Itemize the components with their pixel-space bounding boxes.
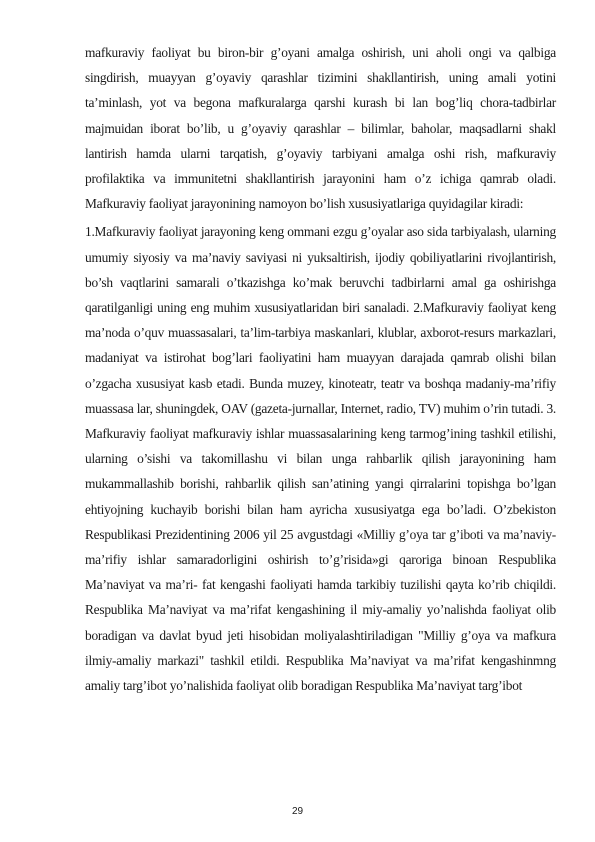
paragraph-1: mafkuraviy faoliyat bu biron-bir g’oyani amalga oshirish, uni aholi ongi va qalbiga singdirish, muayyan g’oyaviy qarashlar tizimini shakllantirish, uning amali yotini ta’minlash, yot va begona mafkuralarga qarshi kurash bi lan bog’liq chora-tadbirlar majmuidan iborat bo’lib, u g’oyaviy qarashlar – bilimlar, baholar, maqsadlarni shakl lantirish hamda ularni tarqatish, g’oyaviy tarbiyani amalga oshi rish, mafkuraviy profilaktika va immunitetni shakllantirish jarayonini ham o’z ichiga qamrab oladi. Mafkuraviy faoliyat jarayonining namoyon bo’lish xususiyatlariga quyidagilar kiradi: — [85, 45, 556, 212]
page-number: 29 — [291, 806, 304, 817]
paragraph-2: 1.Mafkuraviy faoliyat jarayoning keng ommani ezgu g’oyalar aso sida tarbiyalash, ularning umumiy siyosiy va ma’naviy saviyasi ni yuksaltirish, ijodiy qobiliyatlarini rivojlantirish, bo’sh vaqtlarini samarali o’tkazishga ko’mak beruvchi tadbirlarni amal ga oshirishga qaratilganligi uning eng muhim xususiyatlaridan biri sanaladi. 2.Mafkuraviy faoliyat keng ma’noda o’quv muassasalari, ta’lim-tarbiya maskanlari, klublar, axborot-resurs markazlari, madaniyat va istirohat bog’lari faoliyatini ham muayyan darajada qamrab olishi bilan o’zgacha xususiyat kasb etadi. Bunda muzey, kinoteatr, teatr va boshqa madaniy-ma’rifiy muassasa lar, shuningdek, OAV (gazeta-jurnallar, Internet, radio, TV) muhim o’rin tutadi. 3. Mafkuraviy faoliyat mafkuraviy ishlar muassasalarining keng tarmog’ining tashkil etilishi, ularning o’sishi va takomillashu vi bilan unga rahbarlik qilish jarayonining ham mukammallashib borishi, rahbarlik qilish san’atining yangi qirralarini topishga bo’lgan ehtiyojning kuchayib borishi bilan ham ayricha xususiyatga ega bo’ladi. O’zbekiston Respublikasi Prezidentining 2006 yil 25 avgustdagi «Milliy g’oya tar g’iboti va ma’naviy-ma’rifiy ishlar samaradorligini oshirish to’g’risida»gi qaroriga binoan Respublika Ma’naviyat va ma’ri- fat kengashi faoliyati hamda tarkibiy tuzilishi qayta ko’rib chiqildi. Respublika Ma’naviyat va ma’rifat kengashining il miy-amaliy yo’nalishda faoliyat olib boradigan va davlat byud jeti hisobidan moliyalashtiriladigan "Milliy g’oya va mafkura ilmiy-amaliy markazi" tashkil etildi. Respublika Ma’naviyat va ma’rifat kengashinmng amaliy targ’ibot yo’nalishida faoliyat olib boradigan Respublika Ma’naviyat targ’ibot — [85, 224, 556, 694]
body-text — [85, 40, 556, 701]
